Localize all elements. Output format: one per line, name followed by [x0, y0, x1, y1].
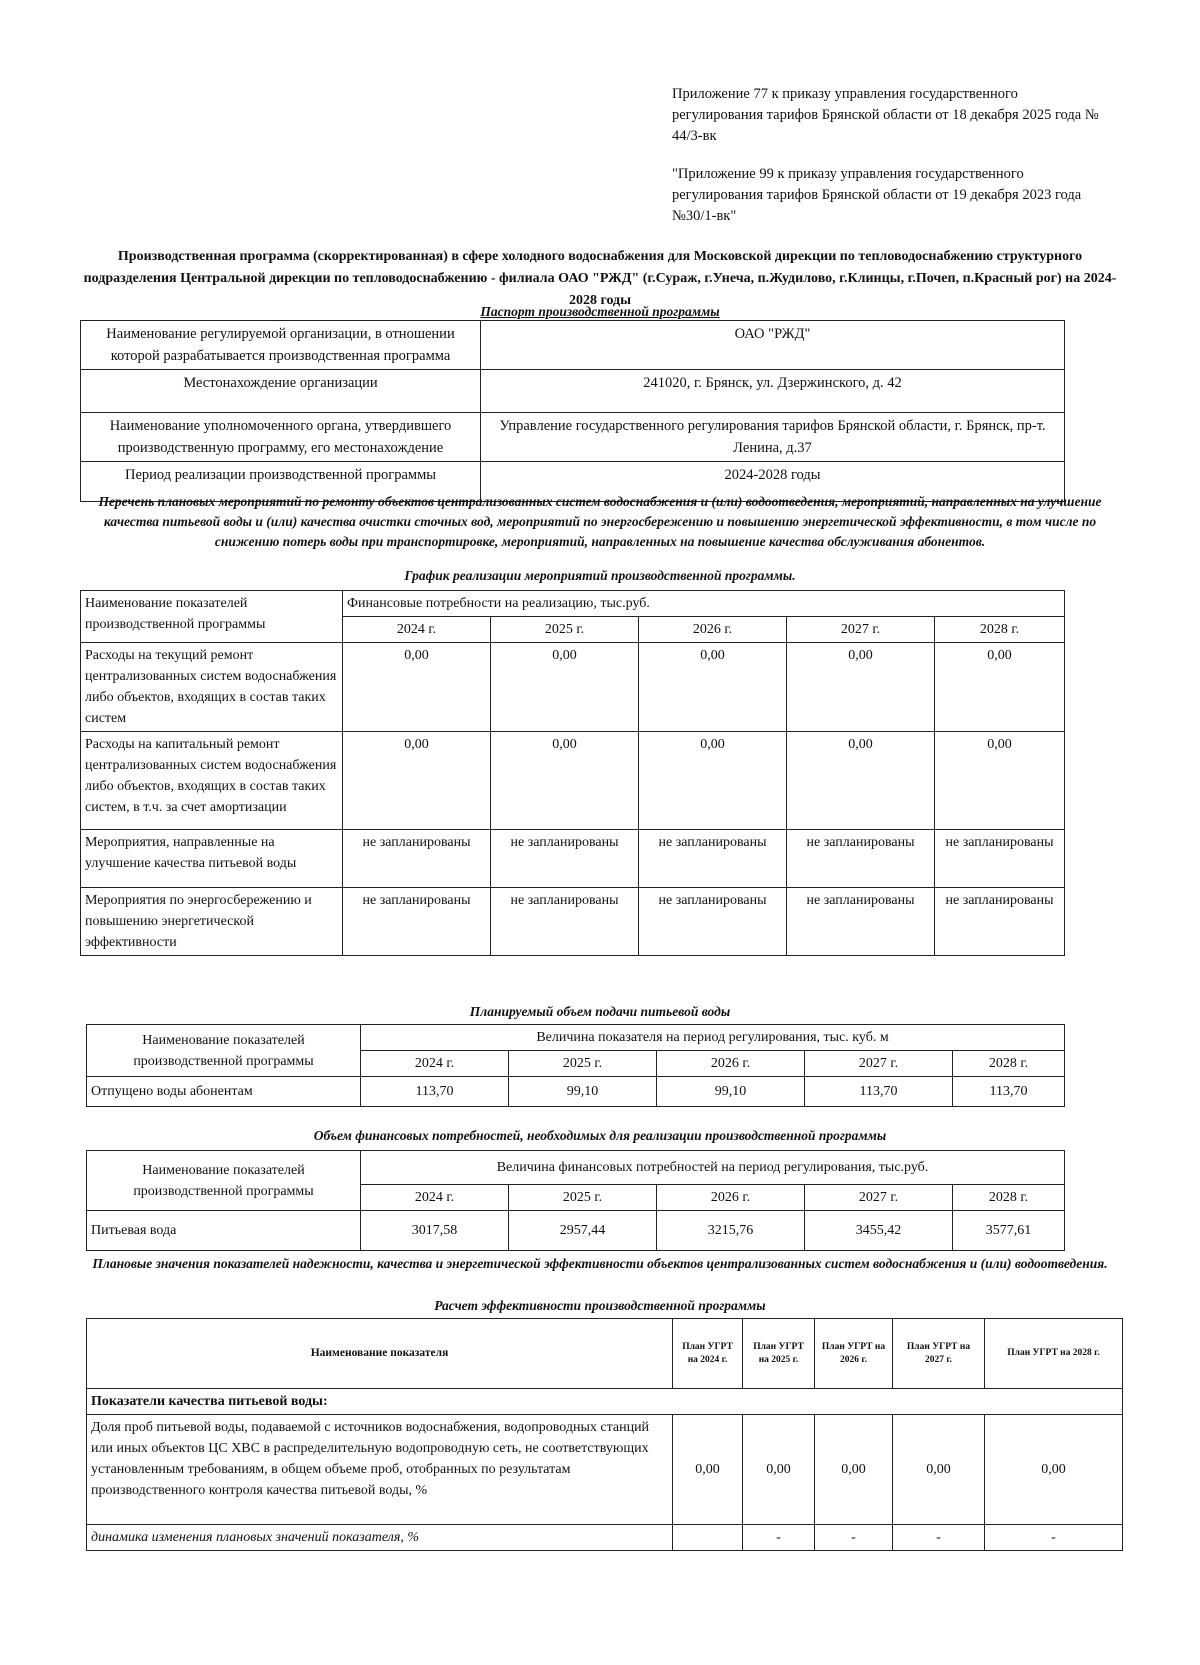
- measures-cell: 0,00: [787, 643, 935, 732]
- efficiency-dyn-cell: -: [985, 1525, 1123, 1551]
- document-title: Производственная программа (скорректированная) в сфере холодного водоснабжения для Московской дирекции по тепловодоснабжению структурного подразделения Центральной дирекции по тепловодоснабжению - филиала ОАО "РЖД" (г.Сураж, г.Унеча, п.Жудилово, г.Клинцы, г.Почеп, п.Красный рог) на 2024-2028 годы: [83, 249, 1117, 308]
- measures-cell: не запланированы: [343, 888, 491, 956]
- passport-label: Период реализации производственной программы: [81, 462, 481, 502]
- measures-year: 2025 г.: [491, 617, 639, 643]
- measures-year: 2028 г.: [935, 617, 1065, 643]
- passport-caption: Паспорт производственной программы: [480, 304, 720, 319]
- finance-cell: 3455,42: [805, 1211, 953, 1251]
- measures-cell: не запланированы: [639, 888, 787, 956]
- efficiency-dyn-row: [87, 1525, 1123, 1551]
- volume-row-label: Отпущено воды абонентам: [87, 1077, 361, 1107]
- finance-row-label: Питьевая вода: [87, 1211, 361, 1251]
- measures-subcaption: График реализации мероприятий производственной программы.: [404, 568, 796, 583]
- efficiency-head-col: План УГРТ на 2024 г.: [673, 1319, 743, 1389]
- efficiency-cell: 0,00: [985, 1415, 1123, 1525]
- volume-cell: 113,70: [805, 1077, 953, 1107]
- efficiency-cell: 0,00: [893, 1415, 985, 1525]
- measures-cell: 0,00: [491, 732, 639, 830]
- measures-cell: 0,00: [491, 643, 639, 732]
- measures-cell: 0,00: [935, 732, 1065, 830]
- volume-cell: 99,10: [509, 1077, 657, 1107]
- measures-cell: не запланированы: [935, 888, 1065, 956]
- efficiency-cell: 0,00: [673, 1415, 743, 1525]
- efficiency-dyn-cell: [673, 1525, 743, 1551]
- efficiency-row-label: Доля проб питьевой воды, подаваемой с источников водоснабжения, водопроводных станций или иных объектов ЦС ХВС в распределительную водопроводную сеть, не соответствующих установленным требованиям, в общем объеме проб, отобранных по результатам производственного контроля качества питьевой воды, %: [87, 1415, 673, 1525]
- measures-table: [80, 590, 1065, 956]
- measures-cell: не запланированы: [491, 830, 639, 888]
- efficiency-table: [86, 1318, 1123, 1551]
- volume-cell: 99,10: [657, 1077, 805, 1107]
- finance-cell: 2957,44: [509, 1211, 657, 1251]
- measures-cell: не запланированы: [491, 888, 639, 956]
- measures-row-label: Расходы на капитальный ремонт централизованных систем водоснабжения либо объектов, входящих в состав таких систем, в т.ч. за счет амортизации: [81, 732, 343, 830]
- volume-cell: 113,70: [953, 1077, 1065, 1107]
- measures-year: 2026 г.: [639, 617, 787, 643]
- finance-cell: 3577,61: [953, 1211, 1065, 1251]
- finance-table: [86, 1150, 1065, 1251]
- efficiency-cell: 0,00: [743, 1415, 815, 1525]
- measures-row-label: Расходы на текущий ремонт централизованных систем водоснабжения либо объектов, входящих в состав таких систем: [81, 643, 343, 732]
- finance-year: 2028 г.: [953, 1185, 1065, 1211]
- volume-row: [87, 1077, 1065, 1107]
- finance-year: 2025 г.: [509, 1185, 657, 1211]
- passport-row: [81, 321, 1065, 370]
- passport-table: [80, 320, 1065, 502]
- measures-cell: не запланированы: [787, 888, 935, 956]
- passport-label: Наименование уполномоченного органа, утвердившего производственную программу, его местонахождение: [81, 413, 481, 462]
- finance-year: 2026 г.: [657, 1185, 805, 1211]
- measures-row-label: Мероприятия, направленные на улучшение качества питьевой воды: [81, 830, 343, 888]
- volume-head-label: Наименование показателей производственной программы: [87, 1025, 361, 1077]
- finance-caption: Объем финансовых потребностей, необходимых для реализации производственной программы: [313, 1128, 887, 1143]
- efficiency-head-label: Наименование показателя: [87, 1319, 673, 1389]
- volume-year: 2024 г.: [361, 1051, 509, 1077]
- efficiency-head-col: План УГРТ на 2028 г.: [985, 1319, 1123, 1389]
- appendix-original: "Приложение 99 к приказу управления государственного регулирования тарифов Брянской области от 19 декабря 2023 года №30/1-вк": [672, 166, 1082, 224]
- efficiency-head-col: План УГРТ на 2025 г.: [743, 1319, 815, 1389]
- volume-caption: Планируемый объем подачи питьевой воды: [469, 1004, 731, 1019]
- volume-year: 2025 г.: [509, 1051, 657, 1077]
- volume-year: 2026 г.: [657, 1051, 805, 1077]
- passport-label: Местонахождение организации: [81, 370, 481, 413]
- measures-cell: 0,00: [639, 732, 787, 830]
- passport-row: [81, 370, 1065, 413]
- efficiency-section: Показатели качества питьевой воды:: [87, 1389, 1123, 1415]
- finance-head-group: Величина финансовых потребностей на период регулирования, тыс.руб.: [361, 1151, 1065, 1185]
- measures-cell: 0,00: [343, 643, 491, 732]
- efficiency-row: [87, 1415, 1123, 1525]
- measures-cell: не запланированы: [935, 830, 1065, 888]
- measures-cell: 0,00: [343, 732, 491, 830]
- finance-year: 2024 г.: [361, 1185, 509, 1211]
- passport-value: ОАО "РЖД": [481, 321, 1065, 370]
- volume-cell: 113,70: [361, 1077, 509, 1107]
- efficiency-subcaption: Расчет эффективности производственной программы: [434, 1298, 766, 1313]
- volume-head-group: Величина показателя на период регулирования, тыс. куб. м: [361, 1025, 1065, 1051]
- passport-row: [81, 413, 1065, 462]
- finance-row: [87, 1211, 1065, 1251]
- efficiency-dyn-cell: -: [743, 1525, 815, 1551]
- efficiency-caption: Плановые значения показателей надежности, качества и энергетической эффективности объектов централизованных систем водоснабжения и (или) водоотведения.: [92, 1256, 1108, 1271]
- efficiency-dyn-cell: -: [815, 1525, 893, 1551]
- measures-cell: 0,00: [639, 643, 787, 732]
- measures-cell: не запланированы: [787, 830, 935, 888]
- efficiency-head-col: План УГРТ на 2026 г.: [815, 1319, 893, 1389]
- finance-cell: 3017,58: [361, 1211, 509, 1251]
- efficiency-cell: 0,00: [815, 1415, 893, 1525]
- measures-head-group: Финансовые потребности на реализацию, тыс.руб.: [343, 591, 1065, 617]
- measures-row: [81, 732, 1065, 830]
- measures-row: [81, 643, 1065, 732]
- measures-row: [81, 830, 1065, 888]
- measures-year: 2024 г.: [343, 617, 491, 643]
- finance-head-label: Наименование показателей производственной программы: [87, 1151, 361, 1211]
- finance-year: 2027 г.: [805, 1185, 953, 1211]
- measures-cell: не запланированы: [343, 830, 491, 888]
- finance-cell: 3215,76: [657, 1211, 805, 1251]
- measures-row-label: Мероприятия по энергосбережению и повышению энергетической эффективности: [81, 888, 343, 956]
- passport-value: Управление государственного регулирования тарифов Брянской области, г. Брянск, пр-т. Ленина, д.37: [481, 413, 1065, 462]
- volume-table: [86, 1024, 1065, 1107]
- volume-year: 2027 г.: [805, 1051, 953, 1077]
- appendix-current: Приложение 77 к приказу управления государственного регулирования тарифов Брянской области от 18 декабря 2025 года № 44/3-вк: [672, 86, 1099, 144]
- measures-year: 2027 г.: [787, 617, 935, 643]
- volume-year: 2028 г.: [953, 1051, 1065, 1077]
- measures-cell: не запланированы: [639, 830, 787, 888]
- measures-row: [81, 888, 1065, 956]
- efficiency-dyn-label: динамика изменения плановых значений показателя, %: [87, 1525, 673, 1551]
- efficiency-head-col: План УГРТ на 2027 г.: [893, 1319, 985, 1389]
- measures-head-label: Наименование показателей производственной программы: [81, 591, 343, 643]
- measures-cell: 0,00: [787, 732, 935, 830]
- measures-cell: 0,00: [935, 643, 1065, 732]
- passport-value: 241020, г. Брянск, ул. Дзержинского, д. 42: [481, 370, 1065, 413]
- efficiency-dyn-cell: -: [893, 1525, 985, 1551]
- passport-value: 2024-2028 годы: [481, 462, 1065, 502]
- passport-label: Наименование регулируемой организации, в отношении которой разрабатывается производственная программа: [81, 321, 481, 370]
- measures-caption: Перечень плановых мероприятий по ремонту объектов централизованных систем водоснабжения и (или) водоотведения, мероприятий, направленных на улучшение качества питьевой воды и (или) качества очистки сточных вод, мероприятий по энергосбережению и повышению энергетической эффективности, в том числе по снижению потерь воды при транспортировке, мероприятий, направленных на повышение качества обслуживания абонентов.: [98, 494, 1102, 549]
